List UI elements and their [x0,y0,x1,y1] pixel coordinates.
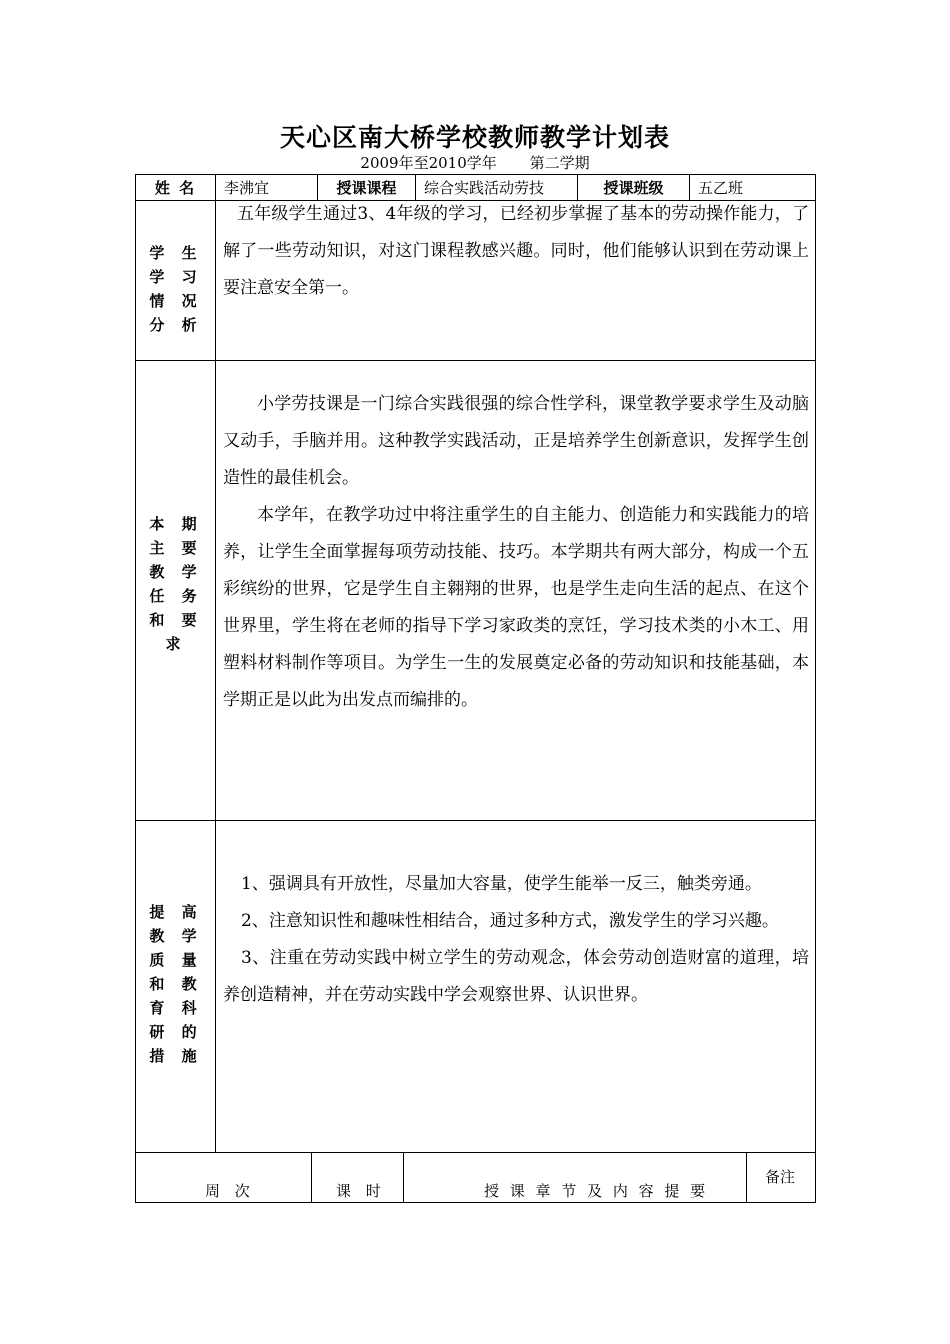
year-range: 2009年至2010学年 [360,154,497,172]
analysis-content [223,196,809,307]
analysis-paragraph: 五年级学生通过3、4年级的学习，已经初步掌握了基本的劳动操作能力，了解了一些劳动知识，对这门课程教感兴趣。同时，他们能够认识到在劳动课上要注意安全第一。 [223,204,809,298]
name-label: 姓 名 [154,179,197,197]
page-title: 天心区南大桥学校教师教学计划表 [279,123,670,152]
hours-column-header: 课 时 [336,1182,386,1200]
course-label: 授课课程 [336,179,397,197]
notes-column-header: 备注 [765,1168,796,1186]
semester: 第二学期 [529,154,590,172]
measure-item-1: 1、强调具有开放性，尽量加大容量，使学生能举一反三，触类旁通。 [241,874,762,894]
week-column-header: 周 次 [205,1182,255,1200]
class-name: 五乙班 [698,179,744,197]
measure-item-3: 3、注重在劳动实践中树立学生的劳动观念，体会劳动创造财富的道理，培养创造精神，并在劳动实践中学会观察世界、认识世界。 [223,948,809,1005]
measures-label: 提 高 教 学 质 量 和 教 育 科 研 的 措 施 [149,903,203,1065]
measures-content [223,866,809,1014]
tasks-paragraph-1: 小学劳技课是一门综合实践很强的综合性学科，课堂教学要求学生及动脑又动手，手脑并用。这种教学实践活动，正是培养学生创新意识，发挥学生创造性的最佳机会。 [223,394,809,488]
content-column-header: 授 课 章 节 及 内 容 提 要 [484,1182,709,1200]
analysis-label: 学 生 学 习 情 况 分 析 [149,244,203,334]
tasks-paragraph-2: 本学年，在教学功过中将注重学生的自主能力、创造能力和实践能力的培养，让学生全面掌握每项劳动技能、技巧。本学期共有两大部分，构成一个五彩缤纷的世界，它是学生自主翱翔的世界，也是学生走向生活的起点、在这个世界里，学生将在老师的指导下学习家政类的烹饪，学习技术类的小木工、用塑料材料制作等项目。为学生一生的发展奠定必备的劳动知识和技能基础，本学期正是以此为出发点而编排的。 [223,505,809,710]
school-year [0,152,950,173]
teacher-name: 李沸宜 [224,179,270,197]
measure-item-2: 2、注意知识性和趣味性相结合，通过多种方式，激发学生的学习兴趣。 [241,911,779,931]
class-label: 授课班级 [603,179,664,197]
tasks-content [223,386,809,719]
course-name: 综合实践活动劳技 [424,179,545,197]
tasks-label: 本 期 主 要 教 学 任 务 和 要 求 [149,515,203,653]
